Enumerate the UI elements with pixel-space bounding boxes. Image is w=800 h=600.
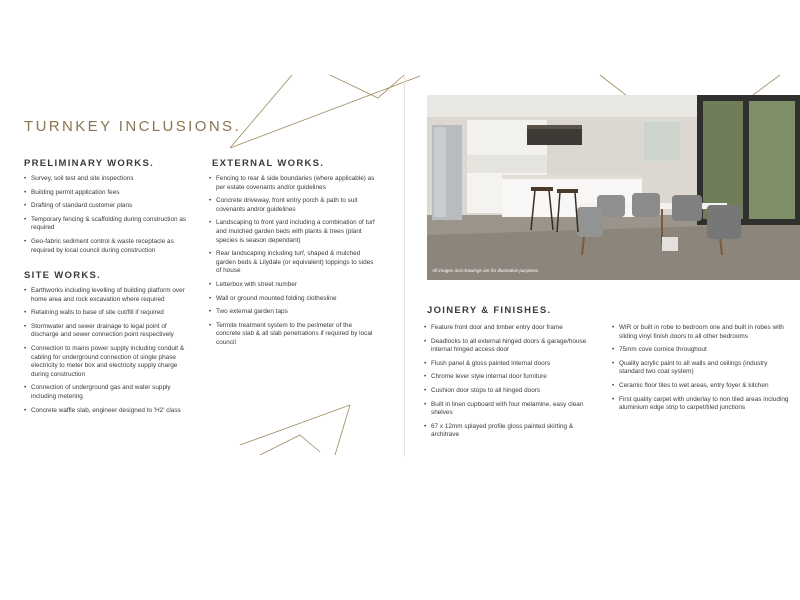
joinery-list-left	[424, 324, 594, 445]
page-title: TURNKEY INCLUSIONS.	[24, 118, 242, 135]
joinery-finishes-heading: JOINERY & FINISHES.	[427, 305, 552, 316]
list-item: • Chrome lever style internal door furniture	[424, 373, 594, 382]
list-item: • Concrete driveway, front entry porch & path to suit covenants and/or guidelines	[209, 197, 377, 214]
list-item: • 75mm cove cornice throughout	[612, 346, 790, 355]
list-item: • Ceramic floor tiles to wet areas, entry foyer & kitchen	[612, 382, 790, 391]
list-item: • Built in linen cupboard with four melamine, easy clean shelves	[424, 401, 594, 418]
list-item: • Geo-fabric sediment control & waste receptacle as required by local council during construction	[24, 238, 196, 255]
list-item: • Building permit application fees	[24, 189, 196, 198]
list-item: • Quality acrylic paint to all walls and ceilings (industry standard two coat system)	[612, 360, 790, 377]
list-item: • Termite treatment system to the perimeter of the concrete slab & all slab penetrations if required by local council	[209, 322, 377, 348]
list-item: • Cushion door stops to all hinged doors	[424, 387, 594, 396]
site-works-list	[24, 287, 196, 420]
list-item: • 67 x 12mm splayed profile gloss painted skirting & architrave	[424, 423, 594, 440]
list-item: • Flush panel & gloss painted internal doors	[424, 360, 594, 369]
list-item: • Two external garden taps	[209, 308, 377, 317]
list-item: • Stormwater and sewer drainage to legal point of discharge and sewer connection point respectively	[24, 323, 196, 340]
list-item: • Temporary fencing & scaffolding during construction as required	[24, 216, 196, 233]
list-item: • Connection of underground gas and water supply including metering	[24, 384, 196, 401]
external-works-list	[209, 175, 377, 353]
list-item: • First quality carpet with underlay to non tiled areas including aluminium edge strip to carpet/tiled junctions	[612, 396, 790, 413]
kitchen-dining-photo	[427, 95, 800, 280]
list-item: • Drafting of standard customer plans	[24, 202, 196, 211]
list-item: • Earthworks including levelling of building platform over home area and rock excavation where required	[24, 287, 196, 304]
list-item: • Feature front door and timber entry door frame	[424, 324, 594, 333]
list-item: • Retaining walls to base of site cut/fill if required	[24, 309, 196, 318]
preliminary-works-heading: PRELIMINARY WORKS.	[24, 158, 155, 169]
list-item: • Connection to mains power supply including conduit & cabling for underground connection of single phase electricity to meter box and electricity supply charge during construction	[24, 345, 196, 379]
page-fold	[404, 75, 405, 457]
list-item: • Fencing to rear & side boundaries (where applicable) as per estate covenants and/or guidelines	[209, 175, 377, 192]
list-item: • Survey, soil test and site inspections	[24, 175, 196, 184]
list-item: • Letterbox with street number	[209, 281, 377, 290]
list-item: • Deadlocks to all external hinged doors & garage/house internal hinged access door	[424, 338, 594, 355]
list-item: • Landscaping to front yard including a combination of turf and mulched garden beds with plants & trees (plant species is season dependant)	[209, 219, 377, 245]
preliminary-works-list	[24, 175, 196, 260]
list-item: • Concrete waffle slab, engineer designed to 'H2' class	[24, 407, 196, 416]
photo-caption: All images and drawings are for illustrative purposes.	[432, 268, 540, 273]
joinery-list-right	[612, 324, 790, 418]
site-works-heading: SITE WORKS.	[24, 270, 102, 281]
kitchen-illustration	[427, 95, 800, 280]
list-item: • Wall or ground mounted folding clothesline	[209, 295, 377, 304]
external-works-heading: EXTERNAL WORKS.	[212, 158, 325, 169]
list-item: • Rear landscaping including turf, shaped & mulched garden beds & Lilydale (or equivalent) toppings to sides of house	[209, 250, 377, 276]
list-item: • WIR or built in robe to bedroom one and built in robes with sliding vinyl finish doors to all other bedrooms	[612, 324, 790, 341]
